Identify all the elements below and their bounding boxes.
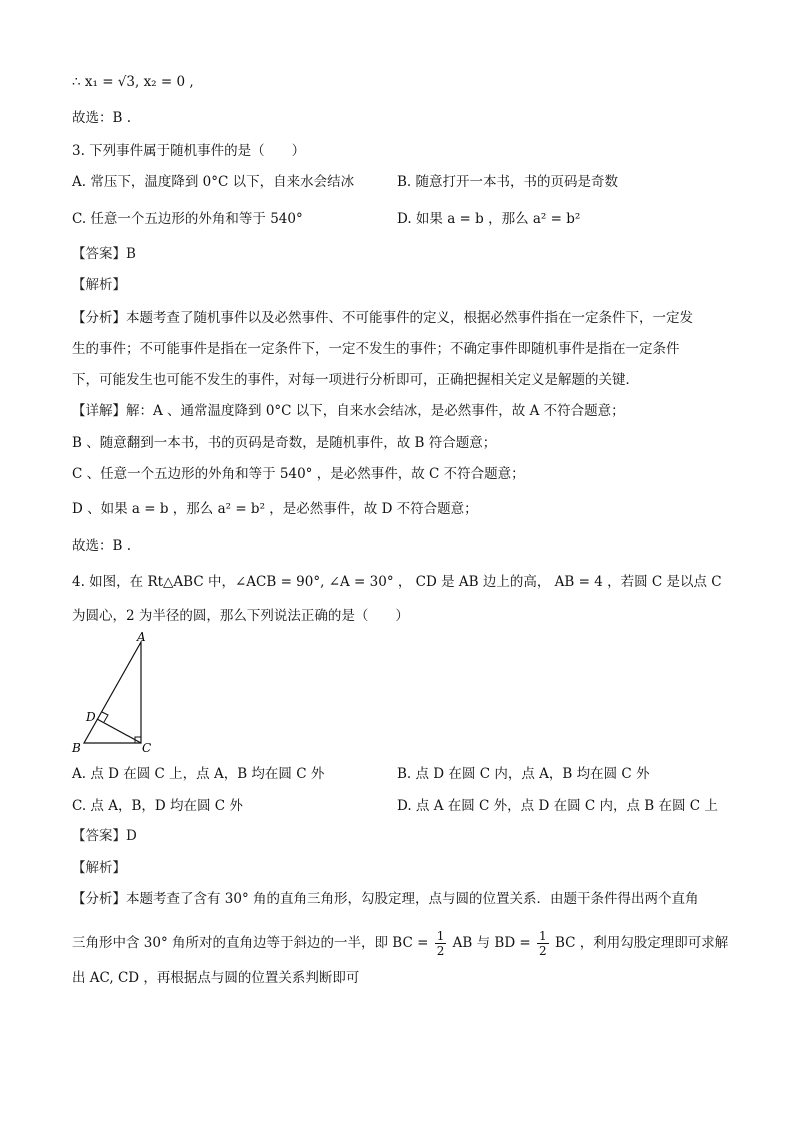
analysis-4-line2-pre: 三角形中含 30° 角所对的直角边等于斜边的一半，即 BC = bbox=[72, 935, 429, 951]
question-3: 3. 下列事件属于随机事件的是（ ） bbox=[72, 143, 306, 159]
detail-3-line1: 【详解】解：A 、通常温度降到 0°C 以下，自来水会结冰，是必然事件，故 A 不符合题意； bbox=[72, 403, 625, 419]
analysis-3-line1: 【分析】本题考查了随机事件以及必然事件、不可能事件的定义，根据必然事件指在一定条件下，一定发 bbox=[72, 310, 693, 326]
detail-3-line3: C 、任意一个五边形的外角和等于 540° ，是必然事件，故 C 不符合题意； bbox=[72, 466, 525, 482]
fraction-den: 2 bbox=[436, 944, 445, 958]
fraction-den: 2 bbox=[539, 944, 547, 958]
triangle-figure bbox=[66, 630, 166, 758]
question-4-line1: 4. 如图，在 Rt△ABC 中，∠ACB = 90°, ∠A = 30° ， CD 是 AB 边上的高， AB = 4 ，若圆 C 是以点 C bbox=[72, 574, 722, 590]
answer-4: 【答案】D bbox=[72, 828, 137, 844]
analysis-3-line2: 生的事件；不可能事件是指在一定条件下，一定不发生的事件；不确定事件即随机事件是指在一定条件 bbox=[72, 341, 680, 357]
answer-3: 【答案】B bbox=[72, 246, 136, 262]
selection-3: 故选：B . bbox=[72, 538, 132, 554]
detail-3-line4: D 、如果 a = b ，那么 a² = b² ，是必然事件，故 D 不符合题意； bbox=[72, 501, 478, 517]
q4-option-c: C. 点 A，B，D 均在圆 C 外 bbox=[72, 798, 243, 814]
label-b: B bbox=[72, 741, 81, 755]
detail-3-line2: B 、随意翻到一本书，书的页码是奇数，是随机事件，故 B 符合题意； bbox=[72, 435, 497, 451]
result-line: ∴ x₁ = √3, x₂ = 0 , bbox=[72, 74, 194, 90]
right-angle-mark-d bbox=[102, 712, 108, 722]
q3-option-d: D. 如果 a = b ，那么 a² = b² bbox=[397, 211, 581, 227]
q4-option-b: B. 点 D 在圆 C 内，点 A，B 均在圆 C 外 bbox=[397, 766, 650, 782]
q3-option-a: A. 常压下，温度降到 0°C 以下，自来水会结冰 bbox=[72, 174, 355, 190]
fraction-half-2 bbox=[537, 929, 549, 958]
fraction-num: 1 bbox=[436, 929, 445, 943]
analysis-heading-4: 【解析】 bbox=[72, 860, 126, 876]
choice-line: 故选：B . bbox=[72, 110, 132, 126]
analysis-4-line2 bbox=[72, 928, 728, 958]
q3-option-c: C. 任意一个五边形的外角和等于 540° bbox=[72, 211, 303, 227]
analysis-heading-3: 【解析】 bbox=[72, 277, 126, 293]
label-d: D bbox=[86, 710, 96, 724]
q4-option-a: A. 点 D 在圆 C 上，点 A，B 均在圆 C 外 bbox=[72, 766, 325, 782]
fraction-half-1 bbox=[435, 929, 447, 958]
analysis-3-line3: 下，可能发生也可能不发生的事件，对每一项进行分析即可，正确把握相关定义是解题的关键． bbox=[72, 372, 639, 388]
fraction-num: 1 bbox=[539, 929, 547, 943]
label-a: A bbox=[137, 630, 146, 644]
analysis-4-line2-post: BC ，利用勾股定理即可求解 bbox=[554, 935, 729, 951]
analysis-4-line3: 出 AC, CD ，再根据点与圆的位置关系判断即可 bbox=[72, 970, 360, 986]
question-4-line2: 为圆心，2 为半径的圆，那么下列说法正确的是（ ） bbox=[72, 608, 409, 624]
label-c: C bbox=[142, 741, 152, 755]
altitude-cd bbox=[97, 719, 141, 743]
q4-option-d: D. 点 A 在圆 C 外，点 D 在圆 C 内，点 B 在圆 C 上 bbox=[397, 798, 718, 814]
q3-option-b: B. 随意打开一本书，书的页码是奇数 bbox=[397, 174, 619, 190]
analysis-4-line2-mid: AB 与 BD = bbox=[452, 935, 531, 951]
analysis-4-line1: 【分析】本题考查了含有 30° 角的直角三角形，勾股定理，点与圆的位置关系．由题干条件得出两个直角 bbox=[72, 891, 699, 907]
